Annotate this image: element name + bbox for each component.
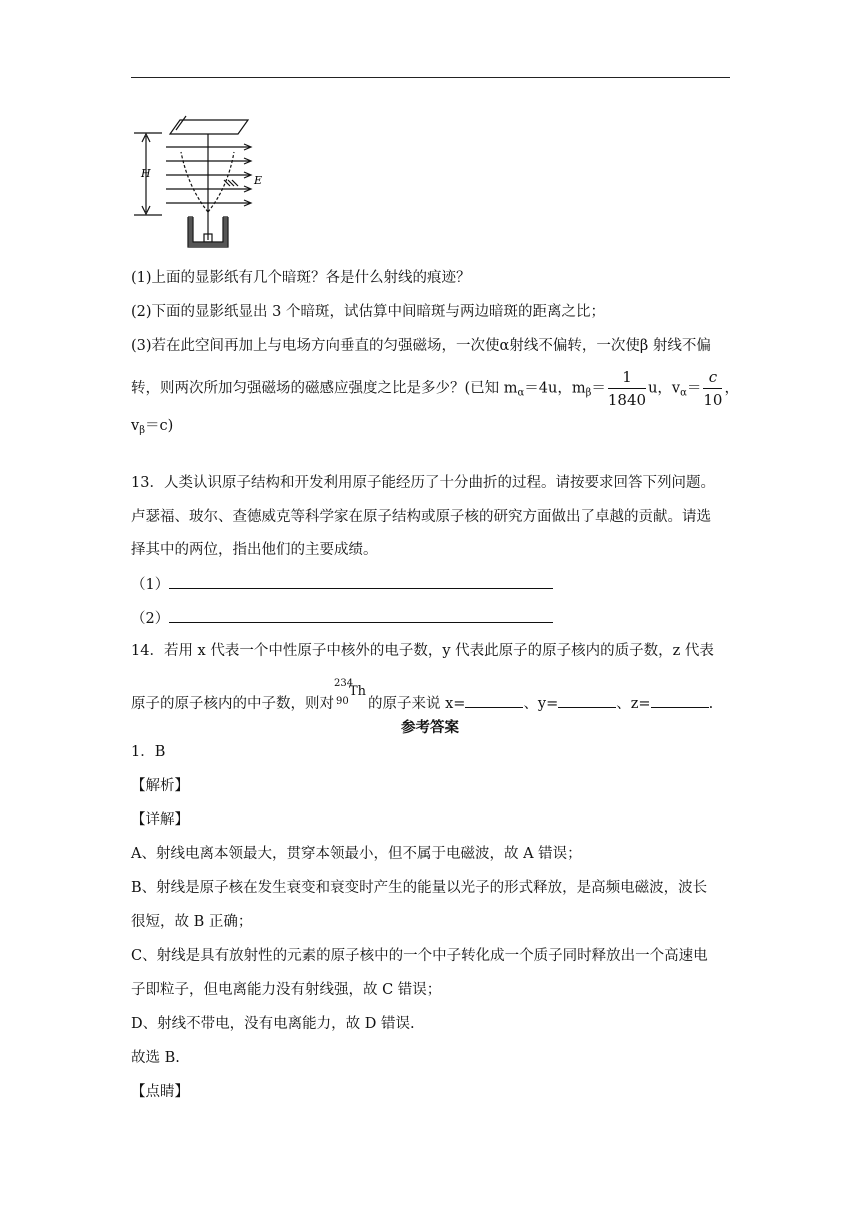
sub-beta-2: β: [139, 425, 145, 436]
thorium-nuclide: [334, 678, 368, 708]
dianjing-heading: 【点睛】: [131, 1084, 189, 1100]
q13-line2: 卢瑟福、玻尔、查德威克等科学家在原子结构或原子核的研究方面做出了卓越的贡献。请选: [131, 509, 711, 525]
blank-z[interactable]: [651, 693, 709, 708]
answer-line-2[interactable]: [169, 608, 553, 623]
equals-2: ＝: [686, 380, 702, 397]
sub-beta: β: [585, 387, 592, 399]
equals: ＝: [591, 380, 606, 397]
option-b-line1: B、射线是原子核在发生衰变和衰变时产生的能量以光子的形式释放，是高频电磁波，波长: [131, 880, 708, 896]
option-a: A、射线电离本领最大，贯穿本领最小，但不属于电磁波，故 A 错误；: [131, 846, 582, 862]
v-beta-eq: ＝c): [144, 418, 174, 434]
q13-blank2: [131, 608, 731, 629]
comma: ，: [724, 380, 739, 397]
q13-line3: 择其中的两位，指出他们的主要成绩。: [131, 542, 378, 558]
sub-alpha-2: α: [680, 387, 687, 399]
frac1-num: 1: [608, 368, 646, 389]
q13-line1: 13．人类认识原子结构和开发利用原子能经历了十分曲折的过程。请按要求回答下列问题。: [131, 475, 715, 491]
q12-sub3-line3: [131, 416, 731, 441]
blank1-label: （1）: [131, 577, 170, 593]
q14-line2: [131, 678, 731, 714]
label-e: E: [254, 174, 263, 187]
blank2-label: （2）: [131, 611, 170, 627]
answers-title: 参考答案: [401, 719, 459, 736]
atomic-number: 90: [336, 696, 349, 707]
frac1-den: 1840: [607, 391, 647, 409]
q14-line2-pre: 原子的原子核内的中子数，则对: [131, 696, 334, 712]
fraction-1-1840: [608, 368, 646, 409]
q12-sub2: (2)下面的显影纸显出 3 个暗斑，试估算中间暗斑与两边暗斑的距离之比；: [131, 304, 605, 320]
mass-alpha: ＝4u，m: [524, 380, 586, 397]
frac2-num: c: [703, 368, 722, 389]
q14-end: .: [708, 696, 714, 712]
blank-x[interactable]: [465, 693, 523, 708]
choice-statement: 故选 B.: [131, 1050, 180, 1066]
label-h: H: [141, 167, 151, 180]
detail-heading: 【详解】: [131, 812, 189, 828]
apparatus-figure: [128, 112, 278, 252]
unit-u-v: u，v: [648, 380, 681, 397]
option-b-line2: 很短，故 B 正确；: [131, 914, 253, 930]
q12-sub3-line1: (3)若在此空间再加上与电场方向垂直的匀强磁场，一次使α射线不偏转，一次使β 射线不偏: [131, 338, 711, 354]
analysis-heading: 【解析】: [131, 778, 189, 794]
option-d: D、射线不带电，没有电离能力，故 D 错误.: [131, 1016, 415, 1032]
q14-x-label: 的原子来说 x=: [368, 696, 466, 712]
q12-sub3-text: 转，则两次所加匀强磁场的磁感应强度之比是多少？(已知 m: [131, 380, 518, 397]
q12-sub3-line2: [131, 368, 739, 414]
element-symbol: Th: [349, 684, 367, 699]
answer-line-1[interactable]: [169, 574, 553, 589]
fraction-c-10: [703, 368, 722, 409]
q14-z-label: 、z=: [616, 696, 651, 712]
answer-1: 1．B: [131, 744, 166, 760]
option-c-line2: 子即粒子，但电离能力没有射线强，故 C 错误；: [131, 982, 442, 998]
v-beta: v: [131, 418, 140, 434]
mass-number: 234: [334, 678, 354, 689]
blank-y[interactable]: [558, 693, 616, 708]
q12-sub1: (1)上面的显影纸有几个暗斑？各是什么射线的痕迹？: [131, 270, 471, 286]
frac2-den: 10: [703, 391, 723, 409]
option-c-line1: C、射线是具有放射性的元素的原子核中的一个中子转化成一个质子同时释放出一个高速电: [131, 948, 708, 964]
header-rule: [131, 77, 730, 78]
q14-y-label: 、y=: [523, 696, 559, 712]
q14-line1: 14．若用 x 代表一个中性原子中核外的电子数，y 代表此原子的原子核内的质子数，z 代表: [131, 643, 714, 659]
sub-alpha: α: [517, 387, 525, 399]
q13-blank1: [131, 574, 731, 595]
